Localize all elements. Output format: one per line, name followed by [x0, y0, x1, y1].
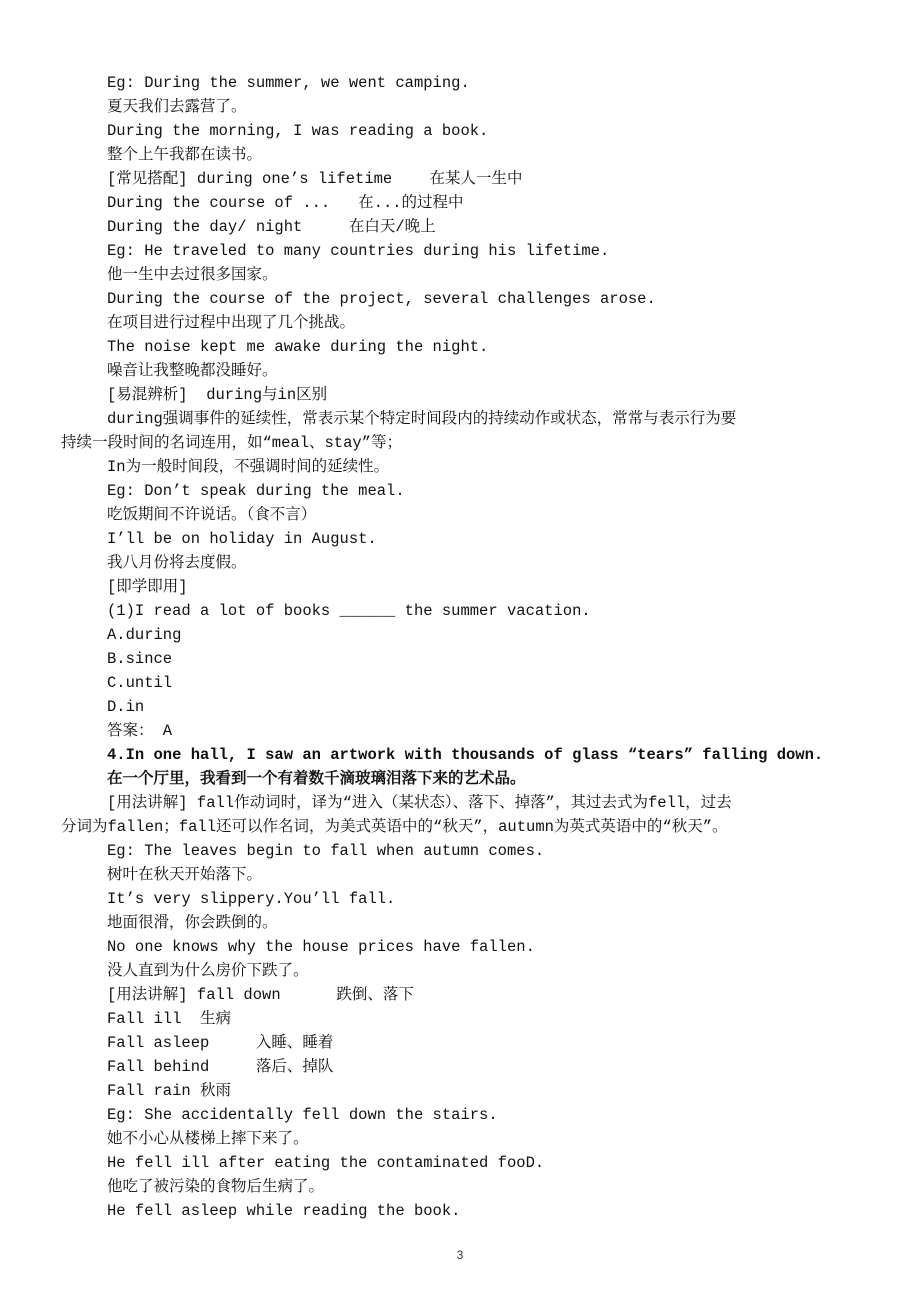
text-line: 树叶在秋天开始落下。 [107, 866, 263, 884]
text-line: During the morning, I was reading a book. [107, 122, 489, 140]
text-line: D.in [107, 698, 145, 716]
text-line: 他一生中去过很多国家。 [107, 266, 278, 284]
text-line: He fell asleep while reading the book. [107, 1202, 461, 1220]
text-line: 我八月份将去度假。 [107, 554, 247, 572]
text-line: 答案： A [107, 722, 173, 740]
text-line: 在项目进行过程中出现了几个挑战。 [107, 314, 356, 332]
text-line: 地面很滑，你会跌倒的。 [107, 914, 278, 932]
text-line: Fall behind 落后、掉队 [107, 1058, 334, 1076]
page-number: 3 [456, 1248, 464, 1262]
text-line: 夏天我们去露营了。 [107, 98, 247, 116]
text-line: 分词为fallen；fall还可以作名词，为美式英语中的“秋天”，autumn为英式英语中的“秋天”。 [61, 818, 728, 836]
text-line: Eg: During the summer, we went camping. [107, 74, 470, 92]
text-line: No one knows why the house prices have fallen. [107, 938, 535, 956]
text-line: 没人直到为什么房价下跌了。 [107, 962, 309, 980]
text-line: He fell ill after eating the contaminated fooD. [107, 1154, 545, 1172]
text-line: I’ll be on holiday in August. [107, 530, 377, 548]
text-line: Eg: Don’t speak during the meal. [107, 482, 405, 500]
text-line: During the course of the project, several challenges arose. [107, 290, 656, 308]
text-line: Fall rain 秋雨 [107, 1082, 232, 1100]
text-line: The noise kept me awake during the night. [107, 338, 489, 356]
text-line: Fall ill 生病 [107, 1010, 232, 1028]
text-line: 她不小心从楼梯上摔下来了。 [107, 1130, 309, 1148]
text-line: Eg: The leaves begin to fall when autumn comes. [107, 842, 545, 860]
text-line: (1)I read a lot of books ______ the summer vacation. [107, 602, 591, 620]
text-line: 整个上午我都在读书。 [107, 146, 263, 164]
section-heading-line: 在一个厅里，我看到一个有着数千滴玻璃泪落下来的艺术品。 [107, 770, 526, 788]
text-line: It’s very slippery.You’ll fall. [107, 890, 396, 908]
text-line: [用法讲解] fall down 跌倒、落下 [107, 986, 414, 1004]
text-line: [易混辨析] during与in区别 [107, 386, 328, 404]
section-heading-line: 4.In one hall, I saw an artwork with thousands of glass “tears” falling down. [107, 746, 824, 764]
text-line: Eg: He traveled to many countries during his lifetime. [107, 242, 610, 260]
text-line: [即学即用] [107, 578, 188, 596]
text-line: Fall asleep 入睡、睡着 [107, 1034, 334, 1052]
text-line: Eg: She accidentally fell down the stairs. [107, 1106, 498, 1124]
text-line: 他吃了被污染的食物后生病了。 [107, 1178, 325, 1196]
text-line: B.since [107, 650, 173, 668]
text-line: 吃饭期间不许说话。（食不言） [107, 506, 317, 524]
text-line: during强调事件的延续性，常表示某个特定时间段内的持续动作或状态，常常与表示行为要 [107, 410, 737, 428]
text-line: C.until [107, 674, 173, 692]
text-line: [用法讲解] fall作动词时，译为“进入（某状态）、落下、掉落”，其过去式为fell，过去 [107, 794, 732, 812]
text-line: [常见搭配] during one’s lifetime 在某人一生中 [107, 170, 523, 188]
text-line: 持续一段时间的名词连用，如“meal、stay”等； [61, 434, 403, 452]
text-line: 噪音让我整晚都没睡好。 [107, 362, 278, 380]
text-line: A.during [107, 626, 182, 644]
text-line: In为一般时间段，不强调时间的延续性。 [107, 458, 390, 476]
text-line: During the day/ night 在白天/晚上 [107, 218, 436, 236]
text-line: During the course of ... 在...的过程中 [107, 194, 464, 212]
